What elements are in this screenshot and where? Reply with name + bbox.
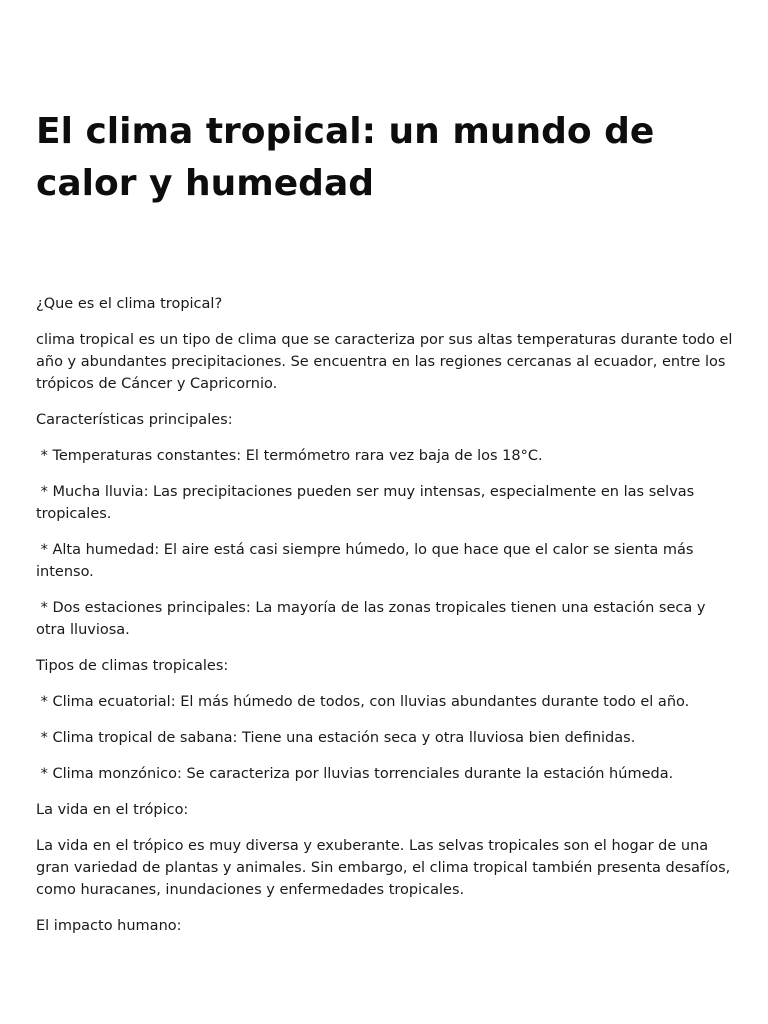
list-item: * Clima tropical de sabana: Tiene una estación seca y otra lluviosa bien definidas. bbox=[36, 730, 636, 746]
section-heading-life: La vida en el trópico: bbox=[36, 802, 189, 818]
list-item: * Clima monzónico: Se caracteriza por lluvias torrenciales durante la estación húmeda. bbox=[36, 766, 674, 782]
document-body bbox=[36, 293, 738, 951]
list-item: * Alta humedad: El aire está casi siempre húmedo, lo que hace que el calor se sienta más intenso. bbox=[36, 542, 699, 580]
list-item: * Clima ecuatorial: El más húmedo de todos, con lluvias abundantes durante todo el año. bbox=[36, 694, 690, 710]
list-item: * Temperaturas constantes: El termómetro rara vez baja de los 18°C. bbox=[36, 448, 543, 464]
life-paragraph: La vida en el trópico es muy diversa y exuberante. Las selvas tropicales son el hogar de una gran variedad de plantas y animales. Sin embargo, el clima tropical también presenta desafíos, como huracanes, inundaciones y enfermedades tropicales. bbox=[36, 838, 735, 898]
definition-paragraph: clima tropical es un tipo de clima que se caracteriza por sus altas temperaturas durante todo el año y abundantes precipitaciones. Se encuentra en las regiones cercanas al ecuador, entre los trópicos de Cáncer y Capricornio. bbox=[36, 332, 738, 392]
question-heading: ¿Que es el clima tropical? bbox=[36, 296, 223, 312]
list-item: * Dos estaciones principales: La mayoría de las zonas tropicales tienen una estación seca y otra lluviosa. bbox=[36, 600, 711, 638]
section-heading-types: Tipos de climas tropicales: bbox=[36, 658, 229, 674]
list-item: * Mucha lluvia: Las precipitaciones pueden ser muy intensas, especialmente en las selvas tropicales. bbox=[36, 484, 699, 522]
section-heading-impact: El impacto humano: bbox=[36, 918, 182, 934]
section-heading-characteristics: Características principales: bbox=[36, 412, 233, 428]
document-title: El clima tropical: un mundo de calor y humedad bbox=[36, 111, 655, 204]
